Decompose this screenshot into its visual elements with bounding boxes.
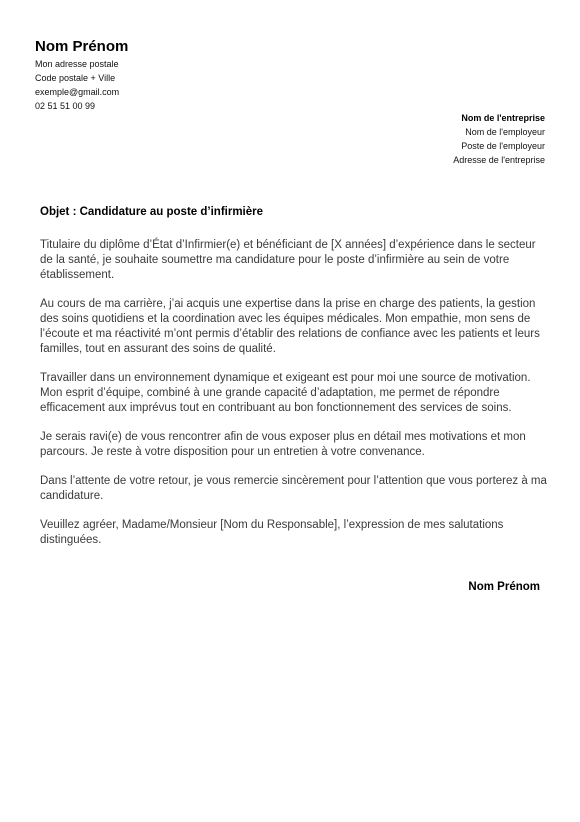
paragraph-intro: Titulaire du diplôme d’État d’Infirmier(e) et bénéficiant de [X années] d’expérience dans le secteur de la santé, je souhaite soumettre ma candidature pour le poste d’infirmière au sein de votre établissement. <box>40 239 536 281</box>
sender-city: Code postale + Ville <box>35 73 116 83</box>
recipient-employer-name: Nom de l'employeur <box>465 127 545 137</box>
recipient-company: Nom de l'entreprise <box>461 113 545 123</box>
paragraph-meeting: Je serais ravi(e) de vous rencontrer afin de vous exposer plus en détail mes motivations et mon parcours. Je reste à votre disposition pour un entretien à votre convenance. <box>40 431 526 458</box>
sender-phone: 02 51 51 00 99 <box>35 101 96 111</box>
recipient-company-address: Adresse de l'entreprise <box>453 155 545 165</box>
paragraph-motivation: Travailler dans un environnement dynamique et exigeant est pour moi une source de motivation. Mon esprit d’équipe, combiné à une grande capacité d’adaptation, me permet de répondre efficacement aux imprévus tout en contribuant au bon fonctionnement des services de soins. <box>40 372 531 414</box>
sender-name: Nom Prénom <box>35 38 129 55</box>
paragraph-closing: Veuillez agréer, Madame/Monsieur [Nom du Responsable], l’expression de mes salutations distinguées. <box>40 519 504 546</box>
signature: Nom Prénom <box>468 581 540 593</box>
paragraph-experience: Au cours de ma carrière, j’ai acquis une expertise dans la prise en charge des patients, la gestion des soins quotidiens et la coordination avec les équipes médicales. Mon empathie, mon sens de l’écoute et ma réactivité m’ont permis d’établir des relations de confiance avec les patients et leurs familles, tout en assurant des soins de qualité. <box>40 298 540 355</box>
recipient-block <box>453 111 545 167</box>
paragraph-thanks: Dans l’attente de votre retour, je vous remercie sincèrement pour l’attention que vous porterez à ma candidature. <box>40 475 547 502</box>
sender-email: exemple@gmail.com <box>35 87 120 97</box>
recipient-employer-position: Poste de l'employeur <box>461 141 545 151</box>
sender-block <box>35 38 128 113</box>
letter-body <box>40 238 548 562</box>
sender-address: Mon adresse postale <box>35 59 119 69</box>
letter-subject: Objet : Candidature au poste d’infirmière <box>40 206 264 218</box>
